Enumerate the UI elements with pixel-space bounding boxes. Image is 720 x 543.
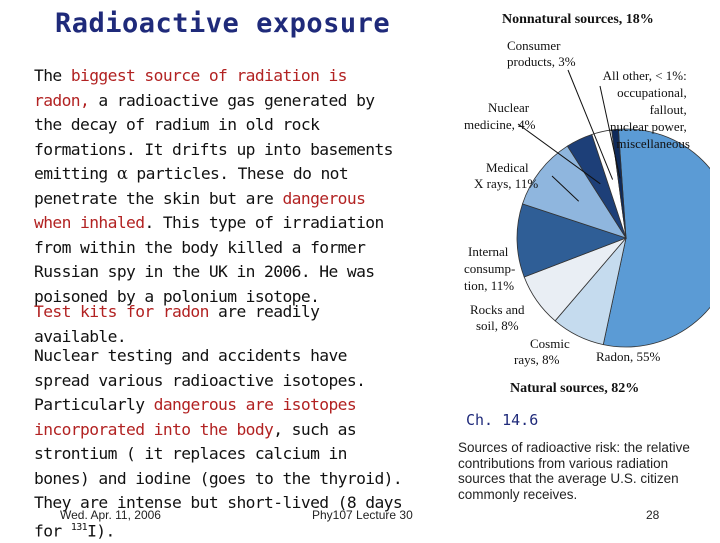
chart-title: Nonnatural sources, 18% — [502, 12, 654, 27]
label-nuclear-medicine: Nuclear medicine, 4% — [464, 100, 536, 132]
text: particles. These do not penetrate the skin but are — [34, 164, 349, 208]
test-kits-link-text: Test kits for radon — [34, 302, 209, 321]
text: The — [34, 66, 71, 85]
label-medical-xrays: Medical X rays, 11% — [474, 160, 539, 191]
paragraph-radon — [34, 64, 406, 309]
footer-lecture: Phy107 Lecture 30 — [312, 508, 413, 522]
label-radon: Radon, 55% — [596, 349, 661, 364]
chart-subtitle: Natural sources, 82% — [510, 381, 640, 396]
label-consumer: Consumer products, 3% — [507, 38, 576, 69]
text: I). — [87, 520, 115, 540]
radiation-pie-chart — [450, 0, 710, 410]
figure-caption: Sources of radioactive risk: the relative contributions from various radiation sources that the average U.S. citizen commonly receives. — [458, 440, 690, 502]
footer-date: Wed. Apr. 11, 2006 — [60, 508, 161, 522]
highlight-text: dangerous are isotopes incorporated into the body — [34, 395, 357, 439]
paragraph-test-kits — [34, 300, 406, 349]
label-cosmic-rays: Cosmic rays, 8% — [514, 336, 570, 367]
highlight-text: biggest source of radiation is radon, — [34, 66, 347, 110]
label-all-other: All other, < 1%: occupational, fallout, nuclear power, miscellaneous — [602, 68, 690, 151]
label-rocks-soil: Rocks and soil, 8% — [470, 302, 525, 333]
text: a radioactive gas generated by the decay of radium in old rock formations. It drifts up into basements emitting — [34, 90, 393, 183]
text: . This type of irradiation from within the body killed a former Russian spy in the UK in 2006. He was poisoned by a polonium isotope. — [34, 213, 384, 306]
alpha-symbol: α — [116, 164, 128, 183]
text: , such as strontium ( it replaces calcium in bones) and iodine (goes to the thyroid). They are intense but short-lived (8 days for — [34, 419, 403, 540]
text: are readily available. — [34, 302, 320, 346]
slide-title: Radioactive exposure — [55, 8, 391, 39]
label-internal-consumption: Internal consump- tion, 11% — [464, 244, 516, 293]
superscript: 131 — [70, 521, 88, 533]
chapter-reference: Ch. 14.6 — [466, 411, 539, 429]
highlight-text: dangerous when inhaled — [34, 188, 366, 232]
text: Nuclear testing and accidents have spread various radioactive isotopes. Particularly — [34, 346, 366, 414]
page-number: 28 — [646, 508, 660, 522]
